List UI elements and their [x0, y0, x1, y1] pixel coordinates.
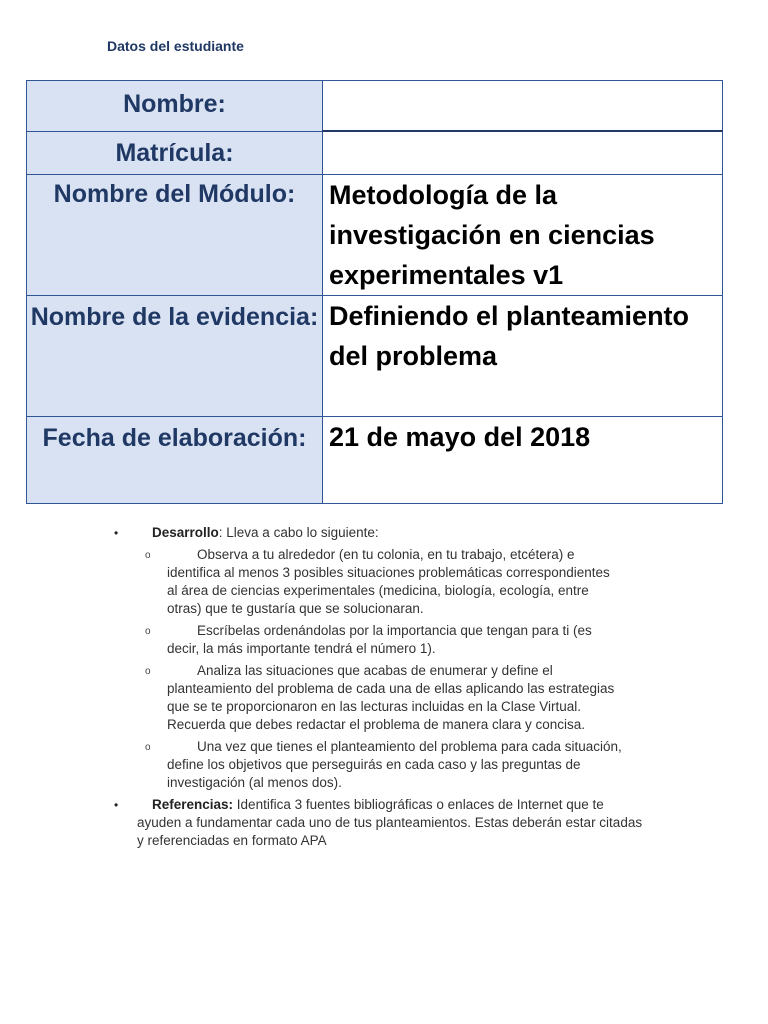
label-nombre: Nombre:: [27, 81, 323, 132]
desarrollo-text: : Lleva a cabo lo siguiente:: [218, 525, 379, 540]
circle-bullet-icon: o: [145, 742, 151, 753]
table-row-nombre: [27, 81, 723, 132]
instructions-section: [0, 524, 768, 850]
value-fecha[interactable]: 21 de mayo del 2018: [323, 416, 723, 503]
list-item: [0, 738, 622, 792]
referencias-title: Referencias:: [152, 797, 234, 812]
list-item-text: Analiza las situaciones que acabas de enumerar y define el planteamiento del problema de cada una de ellas aplicando las estrategias que se te proporcionaron en las lecturas incluidas en la Clase Virtual. Recuerda que debes redactar el problema de manera clara y concisa.: [167, 663, 615, 732]
table-row-fecha: [27, 416, 723, 503]
label-fecha: Fecha de elaboración:: [27, 416, 323, 503]
label-evidencia: Nombre de la evidencia:: [27, 295, 323, 416]
label-matricula: Matrícula:: [27, 131, 323, 174]
table-row-evidencia: [27, 295, 723, 416]
circle-bullet-icon: o: [145, 626, 151, 637]
value-nombre[interactable]: [323, 81, 723, 132]
list-item: [0, 546, 622, 618]
table-row-modulo: [27, 174, 723, 295]
list-item-referencias: [0, 796, 647, 850]
list-item-text: Escríbelas ordenándolas por la importancia que tengan para ti (es decir, la más importante tendrá el número 1).: [167, 623, 592, 656]
student-data-table: [26, 80, 723, 504]
bullet-icon: •: [114, 526, 119, 540]
list-item-desarrollo: [0, 524, 647, 542]
value-matricula[interactable]: [323, 131, 723, 174]
label-modulo: Nombre del Módulo:: [27, 174, 323, 295]
desarrollo-sublist: [0, 546, 768, 792]
value-modulo[interactable]: Metodología de la investigación en ciencias experimentales v1: [323, 174, 723, 295]
desarrollo-title: Desarrollo: [152, 525, 219, 540]
section-heading: Datos del estudiante: [107, 38, 244, 54]
table-row-matricula: [27, 131, 723, 174]
circle-bullet-icon: o: [145, 550, 151, 561]
circle-bullet-icon: o: [145, 666, 151, 677]
referencias-text: Identifica 3 fuentes bibliográficas o enlaces de Internet que te ayuden a fundamentar cada uno de tus planteamientos. Estas deberán estar citadas y referenciadas en formato APA: [137, 797, 643, 848]
list-item: [0, 662, 622, 734]
bullet-icon: •: [114, 798, 119, 812]
list-item-text: Observa a tu alrededor (en tu colonia, en tu trabajo, etcétera) e identifica al menos 3 posibles situaciones problemáticas correspondientes al área de ciencias experimentales (medicina, biología, ecología, entre otras) que te gustaría que se solucionaran.: [167, 547, 610, 616]
list-item: [0, 622, 622, 658]
value-evidencia[interactable]: Definiendo el planteamiento del problema: [323, 295, 723, 416]
list-item-text: Una vez que tienes el planteamiento del problema para cada situación, define los objetivos que perseguirás en cada caso y las preguntas de investigación (al menos dos).: [167, 739, 622, 790]
